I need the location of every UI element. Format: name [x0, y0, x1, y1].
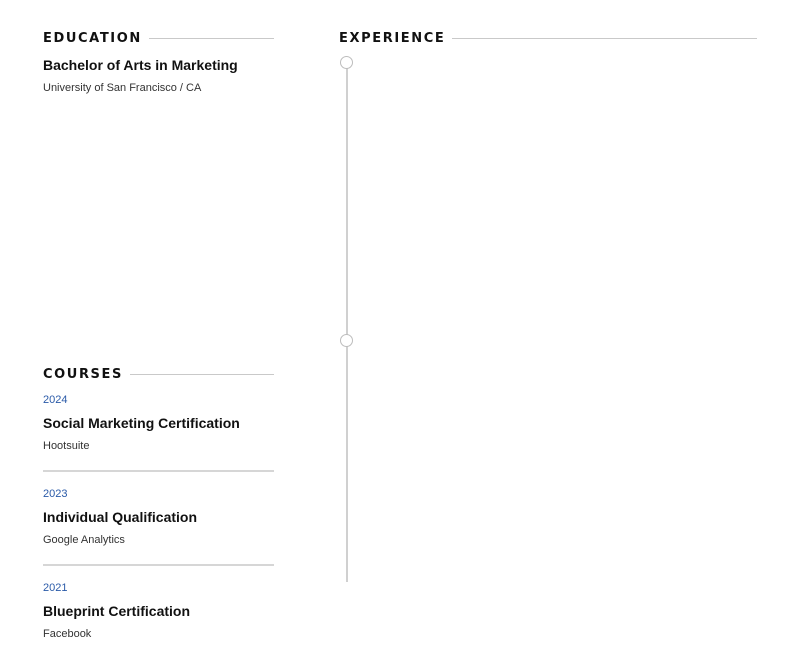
experience-timeline-node	[340, 56, 353, 69]
course-year: 2021	[43, 582, 68, 594]
courses-heading-rule	[130, 374, 274, 375]
experience-timeline-line	[346, 66, 348, 582]
education-section-header	[43, 29, 274, 47]
experience-timeline-node	[340, 334, 353, 347]
course-organization: Google Analytics	[43, 534, 125, 546]
course-year: 2023	[43, 488, 68, 500]
courses-section-header	[43, 365, 274, 383]
course-name: Social Marketing Certification	[43, 415, 240, 431]
course-divider	[43, 470, 274, 472]
course-organization: Facebook	[43, 628, 92, 640]
experience-heading: EXPERIENCE	[339, 30, 446, 46]
course-divider	[43, 564, 274, 566]
education-heading-rule	[149, 38, 274, 39]
courses-heading: COURSES	[43, 366, 123, 382]
course-organization: Hootsuite	[43, 440, 90, 452]
experience-section-header	[339, 29, 757, 47]
education-school: University of San Francisco / CA	[43, 82, 202, 94]
course-year: 2024	[43, 394, 68, 406]
education-degree: Bachelor of Arts in Marketing	[43, 57, 238, 73]
education-heading: EDUCATION	[43, 30, 142, 46]
experience-heading-rule	[452, 38, 757, 39]
course-name: Blueprint Certification	[43, 603, 191, 619]
course-name: Individual Qualification	[43, 509, 198, 525]
